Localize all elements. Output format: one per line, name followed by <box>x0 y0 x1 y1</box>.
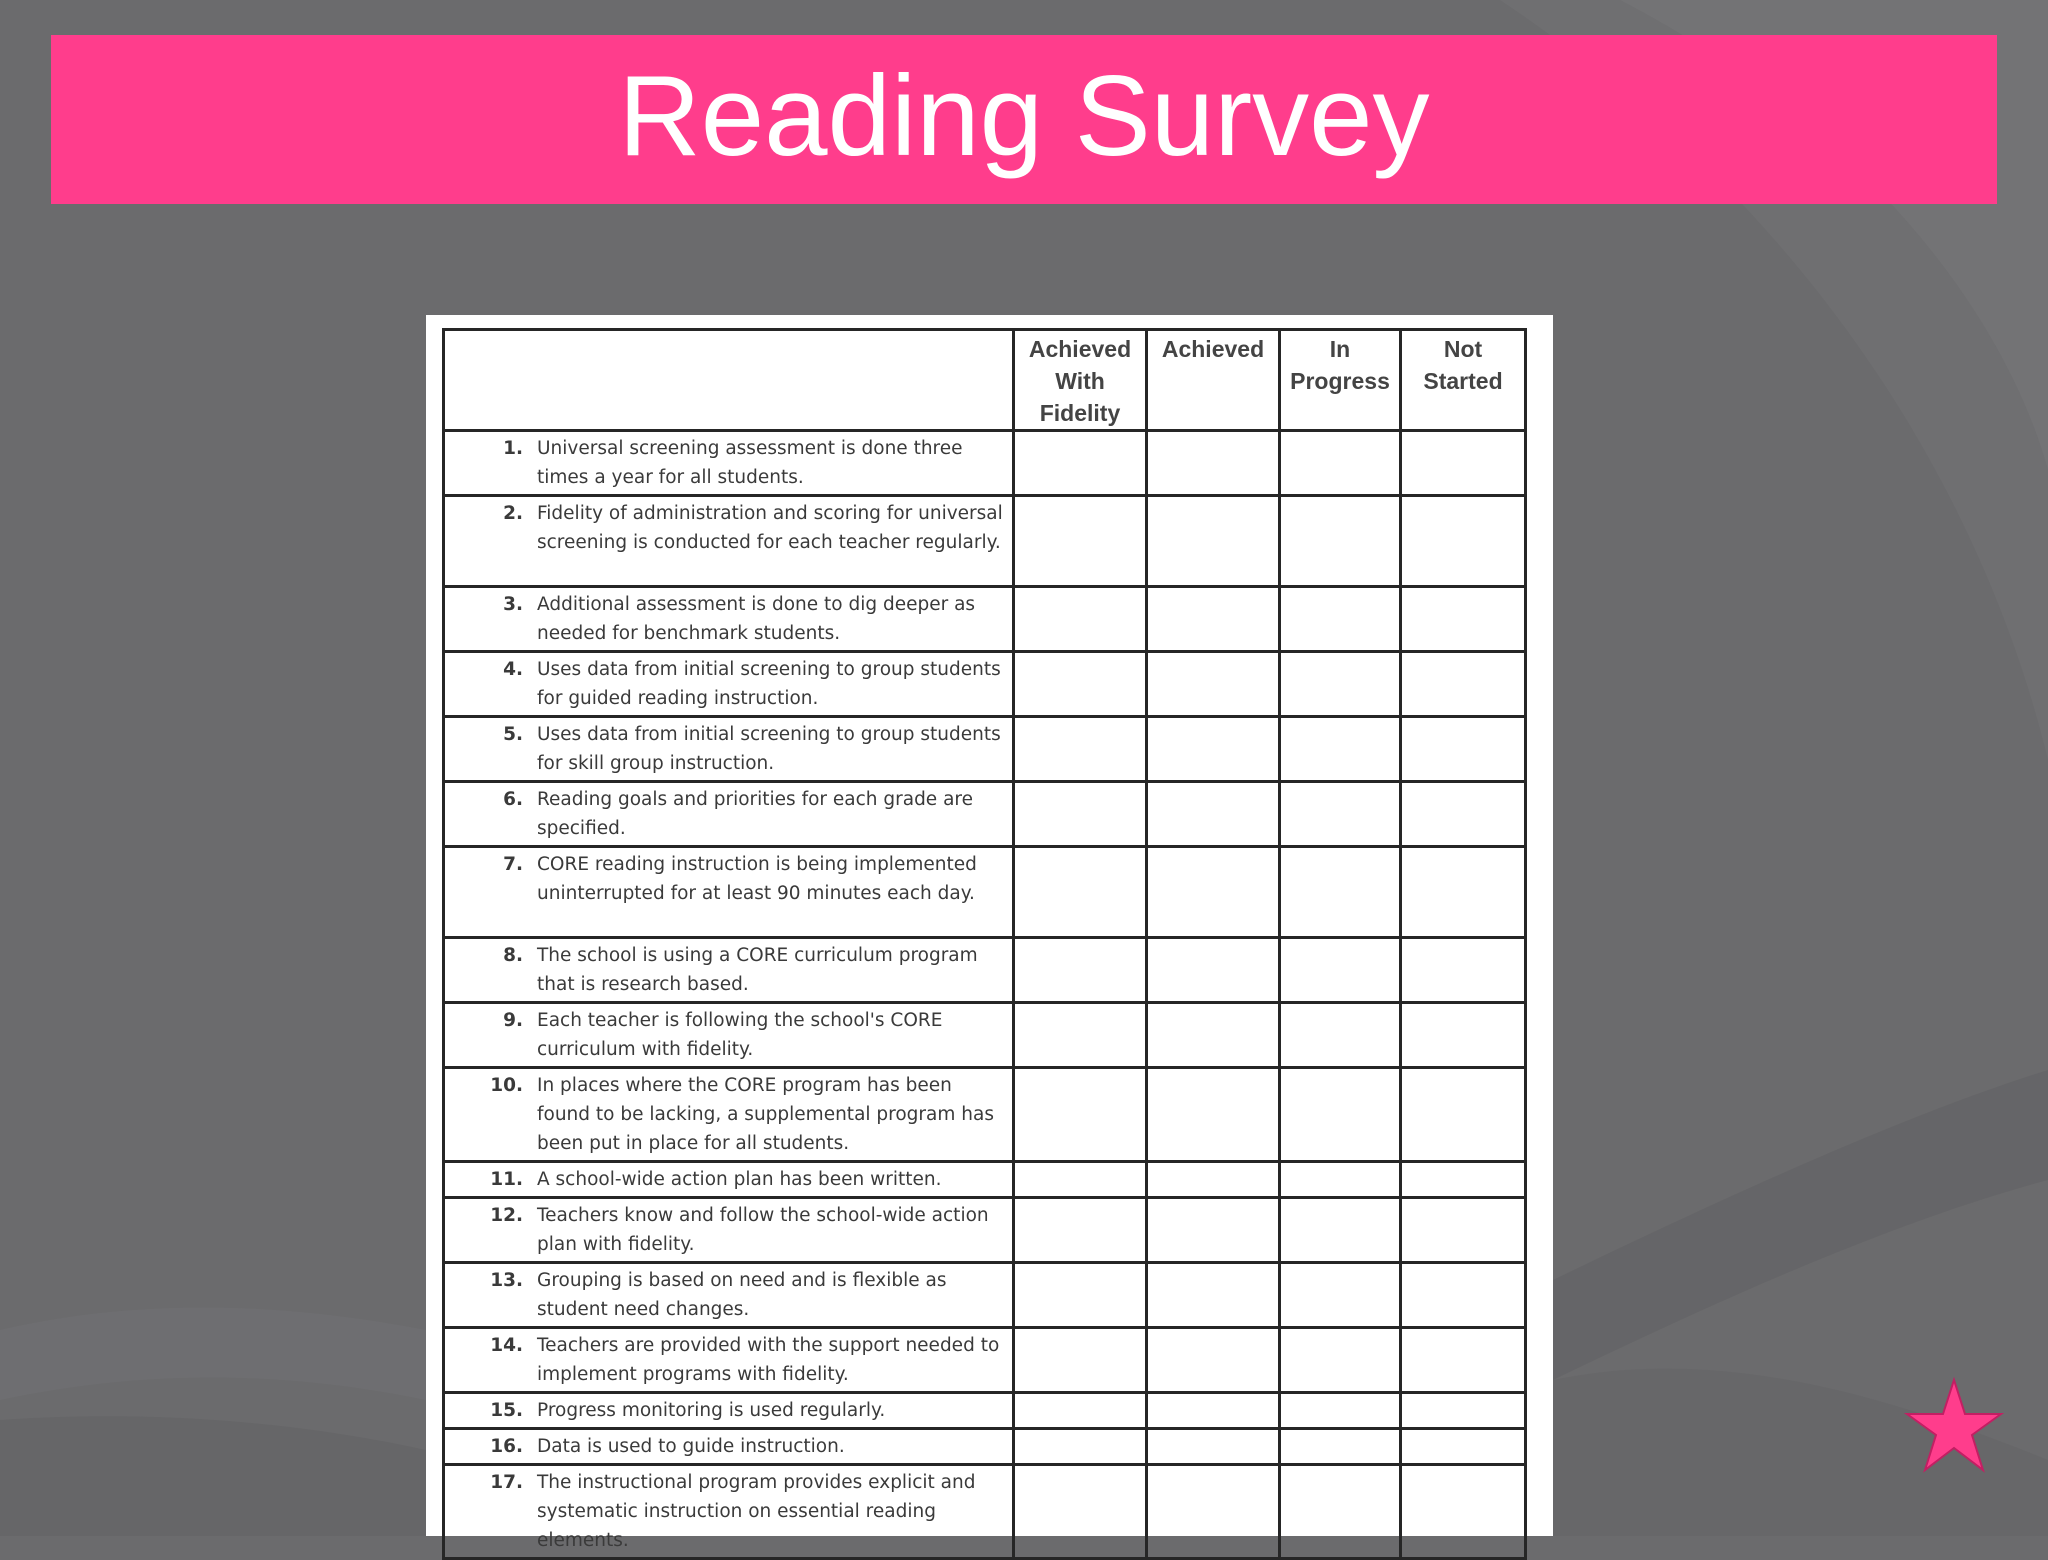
survey-item-content <box>445 1006 1006 1064</box>
cell-not-started[interactable] <box>1401 1162 1526 1198</box>
survey-item-content <box>445 434 1006 492</box>
survey-document <box>426 315 1553 1551</box>
survey-item-number: 14. <box>490 1335 523 1356</box>
cell-in-progress[interactable] <box>1280 1465 1401 1559</box>
survey-item-content <box>445 720 1006 778</box>
cell-not-started[interactable] <box>1401 1263 1526 1328</box>
cell-achieved-with-fidelity[interactable] <box>1014 1198 1147 1263</box>
survey-item-number: 7. <box>503 854 523 875</box>
cell-achieved[interactable] <box>1147 847 1280 938</box>
cell-achieved-with-fidelity[interactable] <box>1014 496 1147 587</box>
survey-item-content <box>445 499 1006 557</box>
survey-item-number: 8. <box>503 945 523 966</box>
survey-item-content <box>445 1201 1006 1259</box>
cell-achieved[interactable] <box>1147 1003 1280 1068</box>
table-row <box>444 717 1526 782</box>
survey-item-number: 2. <box>503 503 523 524</box>
survey-item <box>444 587 1014 652</box>
survey-item-number: 3. <box>503 594 523 615</box>
survey-item-text: Each teacher is following the school's CORE curriculum with fidelity. <box>537 1010 943 1060</box>
cell-achieved-with-fidelity[interactable] <box>1014 782 1147 847</box>
table-row <box>444 587 1526 652</box>
survey-item-number: 13. <box>490 1270 523 1291</box>
table-row <box>444 1162 1526 1198</box>
survey-item-text: CORE reading instruction is being implemented uninterrupted for at least 90 minutes each day. <box>537 854 977 904</box>
table-row <box>444 1198 1526 1263</box>
table-row <box>444 431 1526 496</box>
cell-not-started[interactable] <box>1401 652 1526 717</box>
survey-item-text: The school is using a CORE curriculum program that is research based. <box>537 945 978 995</box>
survey-item-content <box>445 1468 1006 1555</box>
cell-achieved-with-fidelity[interactable] <box>1014 1003 1147 1068</box>
cell-achieved-with-fidelity[interactable] <box>1014 847 1147 938</box>
cell-not-started[interactable] <box>1401 496 1526 587</box>
survey-item-text: Progress monitoring is used regularly. <box>537 1400 886 1421</box>
cell-achieved-with-fidelity[interactable] <box>1014 938 1147 1003</box>
table-row <box>444 847 1526 938</box>
header-in-progress: In Progress <box>1280 330 1401 431</box>
survey-item-content <box>445 1266 1006 1324</box>
table-row <box>444 1429 1526 1465</box>
cell-in-progress[interactable] <box>1280 496 1401 587</box>
table-row <box>444 1328 1526 1393</box>
cell-in-progress[interactable] <box>1280 1328 1401 1393</box>
survey-item-text: Additional assessment is done to dig deeper as needed for benchmark students. <box>537 594 976 644</box>
survey-item-text: In places where the CORE program has been found to be lacking, a supplemental program has been put in place for all students. <box>537 1075 994 1154</box>
survey-item-number: 9. <box>503 1010 523 1031</box>
survey-item-text: Teachers are provided with the support needed to implement programs with fidelity. <box>537 1335 1000 1385</box>
cell-achieved-with-fidelity[interactable] <box>1014 1263 1147 1328</box>
cell-achieved-with-fidelity[interactable] <box>1014 1393 1147 1429</box>
survey-item-number: 17. <box>490 1472 523 1493</box>
survey-table <box>442 328 1527 1560</box>
cell-not-started[interactable] <box>1401 782 1526 847</box>
survey-item-text: The instructional program provides explicit and systematic instruction on essential reading elements. <box>537 1472 976 1551</box>
cell-in-progress[interactable] <box>1280 587 1401 652</box>
cell-achieved[interactable] <box>1147 1162 1280 1198</box>
cell-not-started[interactable] <box>1401 1068 1526 1162</box>
cell-not-started[interactable] <box>1401 938 1526 1003</box>
survey-item <box>444 1003 1014 1068</box>
cell-in-progress[interactable] <box>1280 1068 1401 1162</box>
cell-achieved-with-fidelity[interactable] <box>1014 717 1147 782</box>
cell-in-progress[interactable] <box>1280 847 1401 938</box>
cell-not-started[interactable] <box>1401 847 1526 938</box>
cell-in-progress[interactable] <box>1280 1003 1401 1068</box>
table-row <box>444 938 1526 1003</box>
survey-item <box>444 1328 1014 1393</box>
cell-achieved[interactable] <box>1147 587 1280 652</box>
cell-in-progress[interactable] <box>1280 1162 1401 1198</box>
cell-achieved[interactable] <box>1147 1068 1280 1162</box>
survey-item-text: Grouping is based on need and is flexible as student need changes. <box>537 1270 947 1320</box>
survey-item-number: 4. <box>503 659 523 680</box>
survey-item-content <box>445 1432 1006 1461</box>
cell-achieved-with-fidelity[interactable] <box>1014 1465 1147 1559</box>
cell-in-progress[interactable] <box>1280 652 1401 717</box>
survey-item-content <box>445 655 1006 713</box>
cell-achieved[interactable] <box>1147 431 1280 496</box>
title-banner <box>51 35 1997 204</box>
table-row <box>444 1393 1526 1429</box>
header-not-started: Not Started <box>1401 330 1526 431</box>
cell-achieved[interactable] <box>1147 652 1280 717</box>
cell-not-started[interactable] <box>1401 1393 1526 1429</box>
cell-achieved-with-fidelity[interactable] <box>1014 652 1147 717</box>
survey-item-text: Uses data from initial screening to group students for skill group instruction. <box>537 724 1001 774</box>
survey-item-text: Data is used to guide instruction. <box>537 1436 845 1457</box>
cell-not-started[interactable] <box>1401 1003 1526 1068</box>
cell-not-started[interactable] <box>1401 1328 1526 1393</box>
survey-item-text: Uses data from initial screening to group students for guided reading instruction. <box>537 659 1001 709</box>
cell-achieved[interactable] <box>1147 496 1280 587</box>
cell-achieved[interactable] <box>1147 782 1280 847</box>
survey-item <box>444 652 1014 717</box>
survey-item-number: 10. <box>490 1075 523 1096</box>
survey-item-number: 5. <box>503 724 523 745</box>
cell-achieved-with-fidelity[interactable] <box>1014 587 1147 652</box>
survey-item-content <box>445 785 1006 843</box>
survey-item-content <box>445 941 1006 999</box>
cell-achieved[interactable] <box>1147 1263 1280 1328</box>
header-blank <box>444 330 1014 431</box>
table-row <box>444 782 1526 847</box>
table-row <box>444 1068 1526 1162</box>
cell-achieved[interactable] <box>1147 1465 1280 1559</box>
cell-not-started[interactable] <box>1401 587 1526 652</box>
survey-item <box>444 496 1014 587</box>
survey-item-number: 11. <box>490 1169 523 1190</box>
survey-item-content <box>445 1165 1006 1194</box>
survey-item <box>444 1198 1014 1263</box>
cell-achieved-with-fidelity[interactable] <box>1014 1068 1147 1162</box>
survey-item <box>444 1393 1014 1429</box>
survey-item-text: Fidelity of administration and scoring for universal screening is conducted for each teacher regularly. <box>537 503 1003 553</box>
table-row <box>444 1003 1526 1068</box>
table-header-row <box>444 330 1526 431</box>
survey-item-text: Teachers know and follow the school-wide action plan with fidelity. <box>537 1205 989 1255</box>
table-row <box>444 652 1526 717</box>
cell-in-progress[interactable] <box>1280 1263 1401 1328</box>
survey-item <box>444 782 1014 847</box>
survey-item-content <box>445 1331 1006 1389</box>
cell-not-started[interactable] <box>1401 1198 1526 1263</box>
cell-in-progress[interactable] <box>1280 1393 1401 1429</box>
survey-item <box>444 431 1014 496</box>
header-achieved: Achieved <box>1147 330 1280 431</box>
cell-in-progress[interactable] <box>1280 431 1401 496</box>
cell-achieved-with-fidelity[interactable] <box>1014 1328 1147 1393</box>
page-title: Reading Survey <box>618 52 1430 180</box>
survey-item-content <box>445 1396 1006 1425</box>
cell-achieved-with-fidelity[interactable] <box>1014 1162 1147 1198</box>
survey-item-text: A school-wide action plan has been written. <box>537 1169 942 1190</box>
table-row <box>444 1263 1526 1328</box>
survey-item-number: 1. <box>503 438 523 459</box>
cell-achieved[interactable] <box>1147 1429 1280 1465</box>
cell-achieved-with-fidelity[interactable] <box>1014 431 1147 496</box>
star-icon[interactable] <box>1904 1376 2004 1476</box>
survey-item-content <box>445 850 1006 908</box>
cell-in-progress[interactable] <box>1280 938 1401 1003</box>
cell-achieved-with-fidelity[interactable] <box>1014 1429 1147 1465</box>
cell-in-progress[interactable] <box>1280 1429 1401 1465</box>
survey-item <box>444 717 1014 782</box>
cell-achieved[interactable] <box>1147 717 1280 782</box>
cell-in-progress[interactable] <box>1280 717 1401 782</box>
survey-item-number: 15. <box>490 1400 523 1421</box>
survey-item <box>444 1429 1014 1465</box>
survey-item-number: 6. <box>503 789 523 810</box>
survey-item-text: Reading goals and priorities for each grade are specified. <box>537 789 973 839</box>
survey-item <box>444 1465 1014 1559</box>
cell-achieved[interactable] <box>1147 1328 1280 1393</box>
cell-in-progress[interactable] <box>1280 782 1401 847</box>
survey-item-content <box>445 1071 1006 1158</box>
survey-item-content <box>445 590 1006 648</box>
cell-not-started[interactable] <box>1401 1429 1526 1465</box>
cell-not-started[interactable] <box>1401 431 1526 496</box>
cell-achieved[interactable] <box>1147 938 1280 1003</box>
table-row <box>444 496 1526 587</box>
header-achieved-with-fidelity: Achieved With Fidelity <box>1014 330 1147 431</box>
table-row <box>444 1465 1526 1559</box>
survey-item <box>444 1263 1014 1328</box>
survey-item <box>444 847 1014 938</box>
survey-item-number: 16. <box>490 1436 523 1457</box>
survey-body <box>444 431 1526 1559</box>
cell-in-progress[interactable] <box>1280 1198 1401 1263</box>
survey-item-number: 12. <box>490 1205 523 1226</box>
survey-item-text: Universal screening assessment is done three times a year for all students. <box>537 438 963 488</box>
cell-not-started[interactable] <box>1401 1465 1526 1559</box>
survey-item <box>444 1068 1014 1162</box>
cell-achieved[interactable] <box>1147 1393 1280 1429</box>
survey-item <box>444 938 1014 1003</box>
cell-achieved[interactable] <box>1147 1198 1280 1263</box>
survey-item <box>444 1162 1014 1198</box>
cell-not-started[interactable] <box>1401 717 1526 782</box>
